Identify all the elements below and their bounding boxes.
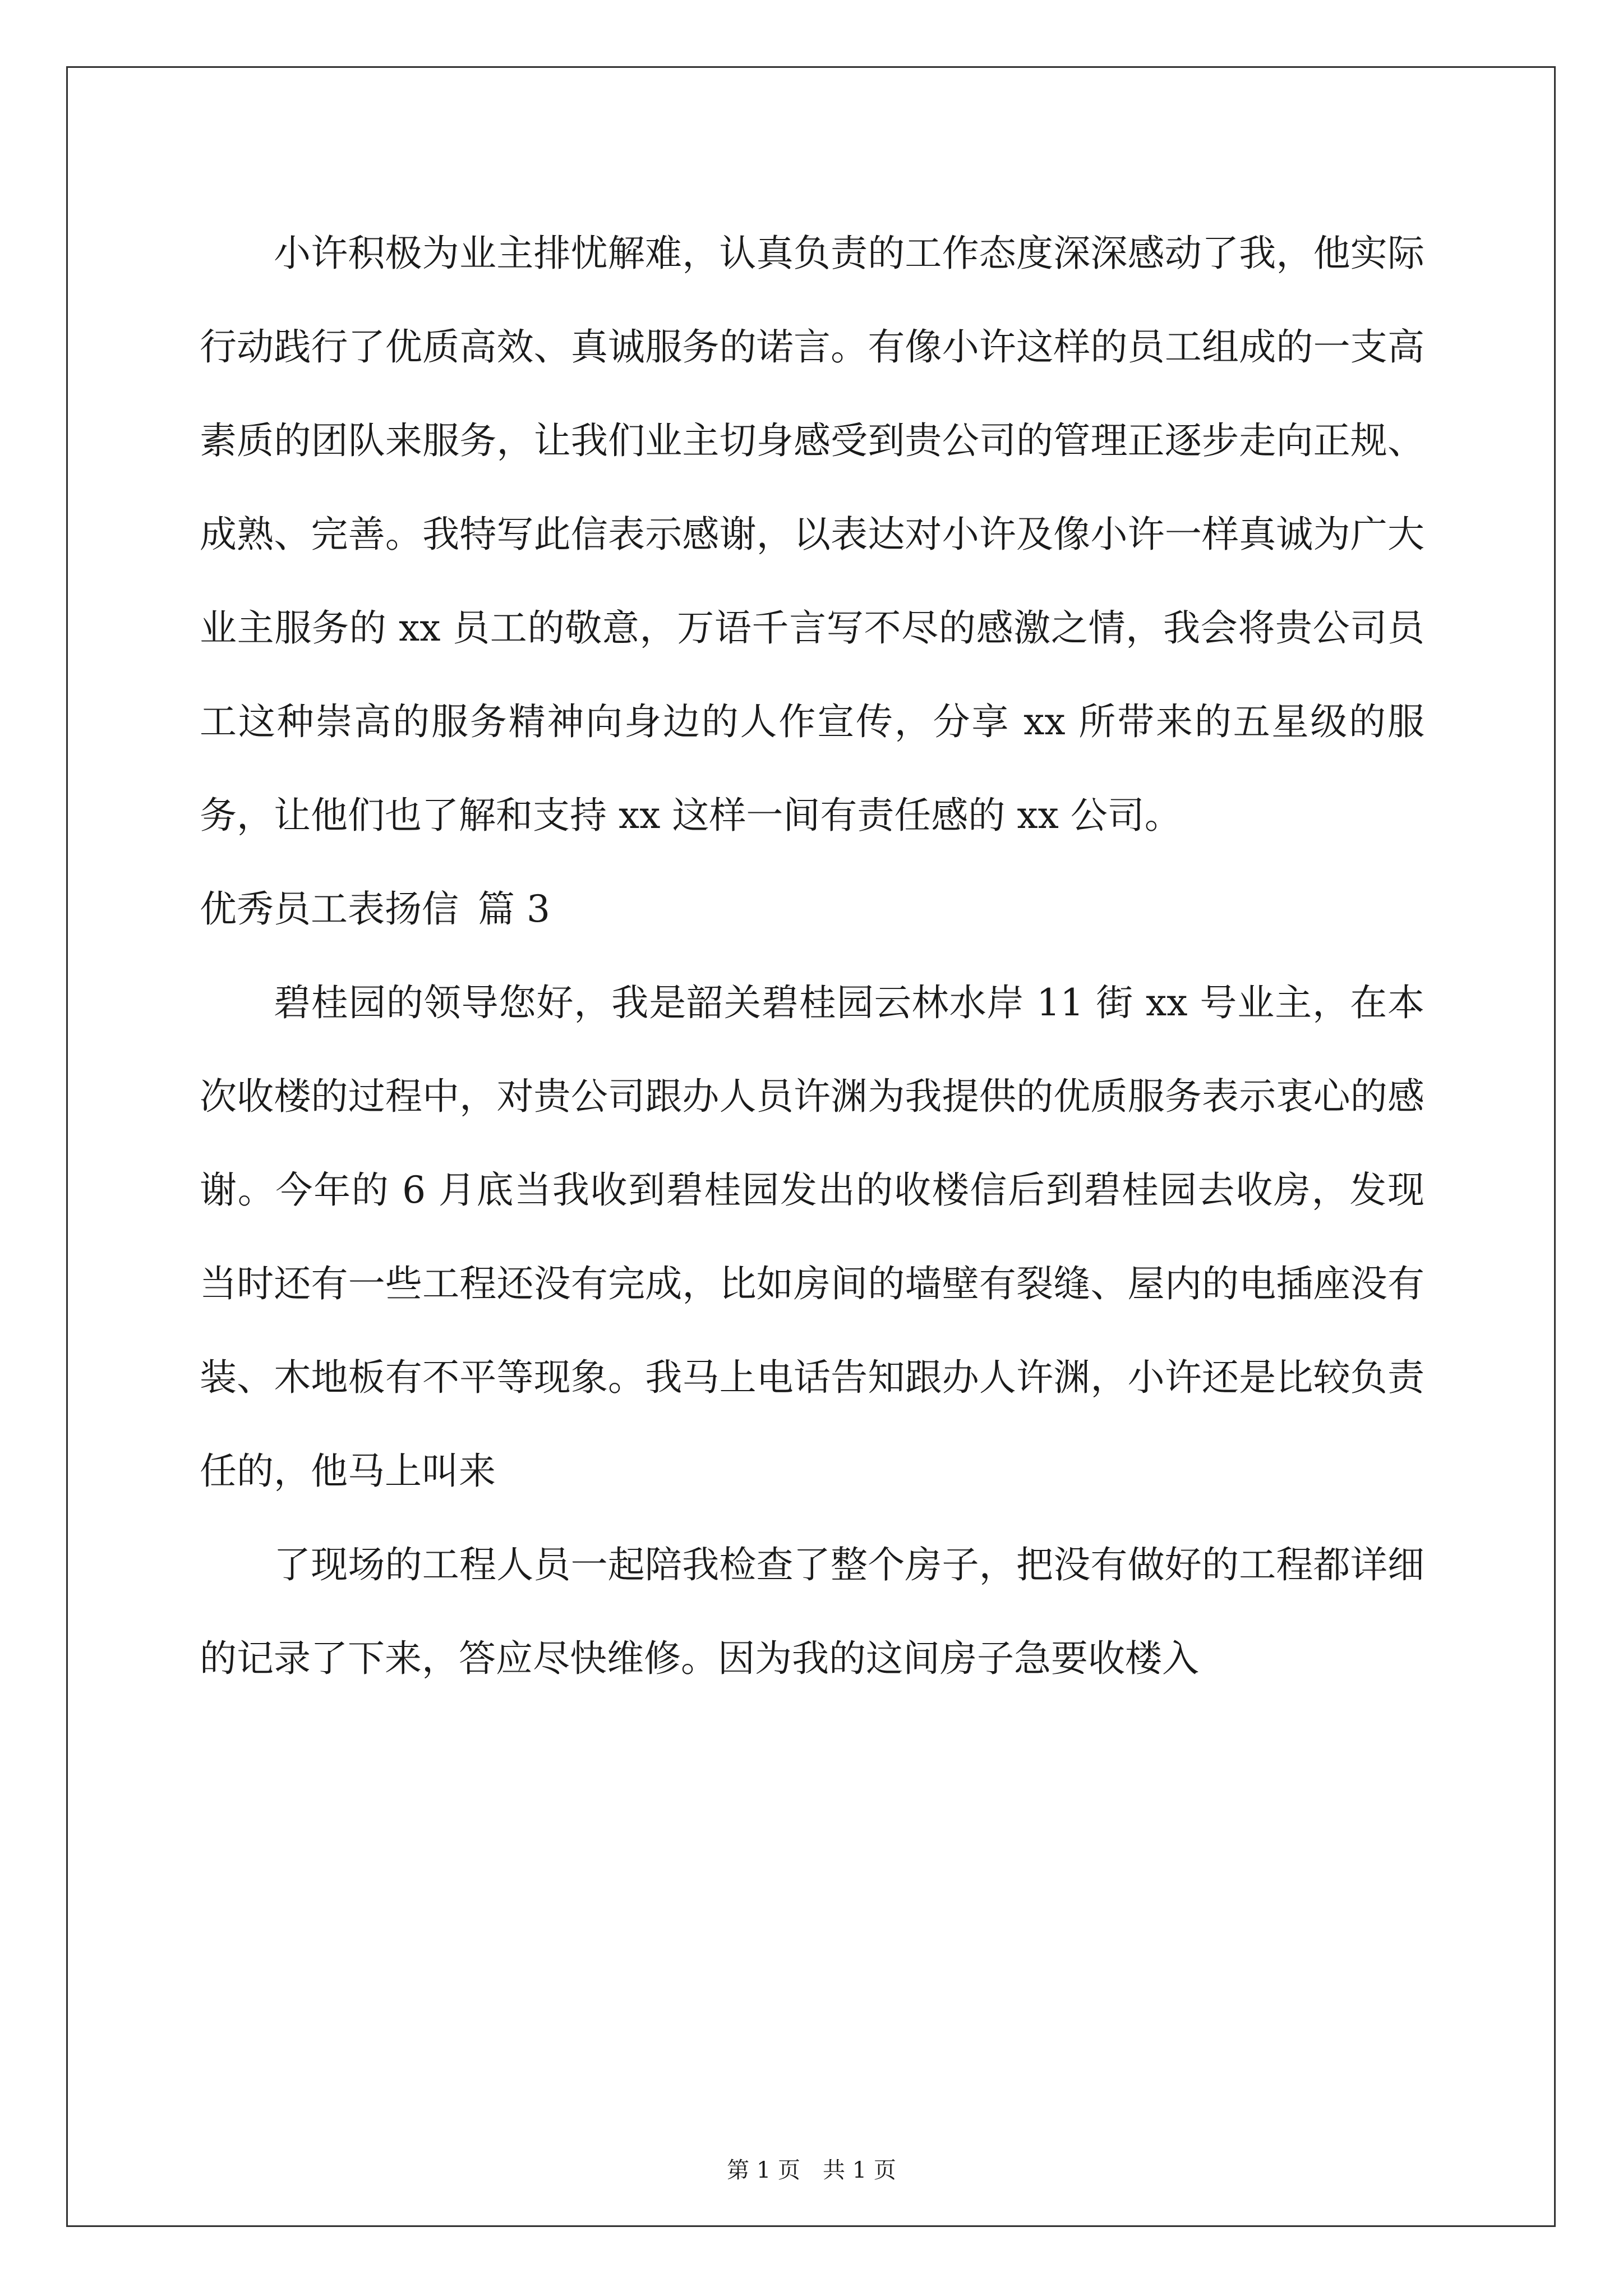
page-footer: [0, 2156, 1623, 2184]
heading-section-number: 篇 3: [478, 887, 550, 931]
document-body: [200, 206, 1424, 1705]
section-heading: [200, 862, 1424, 956]
paragraph: 碧桂园的领导您好，我是韶关碧桂园云林水岸 11 街 xx 号业主，在本次收楼的过程中，对贵公司跟办人员许渊为我提供的优质服务表示衷心的感谢。今年的 6 月底当我收到碧桂园发出的收楼信后到碧桂园去收房，发现当时还有一些工程还没有完成，比如房间的墙壁有裂缝、屋内的电插座没有装、木地板有不平等现象。我马上电话告知跟办人许渊，小许还是比较负责任的，他马上叫来: [200, 981, 1424, 1493]
paragraph: 了现场的工程人员一起陪我检查了整个房子，把没有做好的工程都详细的记录了下来，答应尽快维修。因为我的这间房子急要收楼入: [200, 1543, 1424, 1680]
page-number: 第 1 页: [727, 2157, 800, 2183]
page-count: 共 1 页: [823, 2157, 896, 2183]
heading-title: 优秀员工表扬信: [200, 887, 459, 931]
paragraph: 小许积极为业主排忧解难，认真负责的工作态度深深感动了我，他实际行动践行了优质高效、真诚服务的诺言。有像小许这样的员工组成的一支高素质的团队来服务，让我们业主切身感受到贵公司的管理正逐步走向正规、成熟、完善。我特写此信表示感谢，以表达对小许及像小许一样真诚为广大业主服务的 xx 员工的敬意，万语千言写不尽的感激之情，我会将贵公司员工这种崇高的服务精神向身边的人作宣传，分享 xx 所带来的五星级的服务，让他们也了解和支持 xx 这样一间有责任感的 xx 公司。: [200, 232, 1424, 837]
